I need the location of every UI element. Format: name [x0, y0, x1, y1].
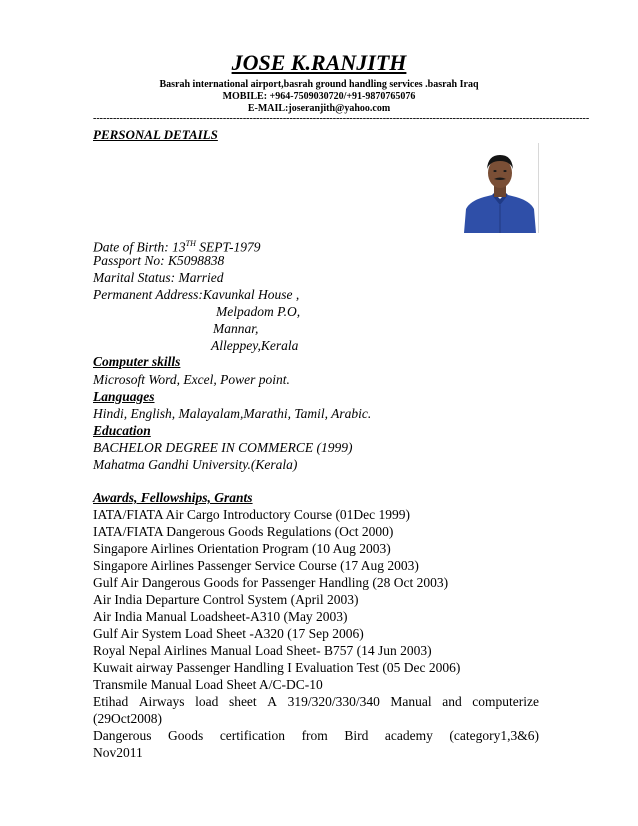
person-photo-icon: [462, 143, 538, 233]
address-line-2: Melpadom P.O,: [216, 304, 301, 319]
award-item: IATA/FIATA Dangerous Goods Regulations (Oct 2000): [93, 524, 394, 539]
award-item: Singapore Airlines Orientation Program (10 Aug 2003): [93, 541, 391, 556]
award-item: Air India Departure Control System (April 2003): [93, 592, 359, 607]
languages-text: Hindi, English, Malayalam,Marathi, Tamil, Arabic.: [93, 406, 372, 421]
award-item: IATA/FIATA Air Cargo Introductory Course (01Dec 1999): [93, 507, 411, 522]
date-of-birth: Date of Birth: 13TH SEPT-1979: [93, 239, 261, 255]
award-item: Transmile Manual Load Sheet A/C-DC-10: [93, 677, 323, 692]
award-item: Gulf Air System Load Sheet -A320 (17 Sep 2006): [93, 626, 364, 641]
header-email: E-MAIL:joseranjith@yahoo.com: [247, 103, 391, 114]
address-line-4: Alleppey,Kerala: [211, 338, 299, 353]
award-item: Royal Nepal Airlines Manual Load Sheet- B757 (14 Jun 2003): [93, 643, 432, 658]
award-item: Kuwait airway Passenger Handling I Evaluation Test (05 Dec 2006): [93, 660, 461, 675]
computer-skills-heading: Computer skills: [93, 354, 181, 369]
award-item: Air India Manual Loadsheet-A310 (May 2003): [93, 609, 348, 624]
personal-details-title: PERSONAL DETAILS: [93, 127, 218, 142]
computer-skills-text: Microsoft Word, Excel, Power point.: [93, 372, 290, 387]
permanent-address-label: Permanent Address:Kavunkal House ,: [93, 287, 300, 302]
award-dangerous-line1: Dangerous Goods certification from Bird academy (category1,3&6): [93, 728, 539, 743]
education-heading: Education: [93, 423, 151, 438]
education-degree: BACHELOR DEGREE IN COMMERCE (1999): [93, 440, 353, 455]
address-line-3: Mannar,: [213, 321, 259, 336]
marital-status: Marital Status: Married: [93, 270, 224, 285]
candidate-name: JOSE K.RANJITH: [231, 50, 407, 75]
award-etihad-line2: (29Oct2008): [93, 711, 162, 726]
header-mobile: MOBILE: +964-7509030720/+91-9870765076: [222, 91, 416, 102]
passport-number: Passport No: K5098838: [93, 253, 225, 268]
awards-heading: Awards, Fellowships, Grants: [93, 490, 253, 505]
award-dangerous-line2: Nov2011: [93, 745, 143, 760]
award-item: Gulf Air Dangerous Goods for Passenger Handling (28 Oct 2003): [93, 575, 449, 590]
profile-photo: [462, 143, 539, 233]
header-separator: -----------------------------------------------------------------------------------------------------------------------------------------------------: [93, 113, 590, 124]
award-etihad-line1: Etihad Airways load sheet A 319/320/330/340 Manual and computerize: [93, 694, 539, 709]
award-item: Singapore Airlines Passenger Service Course (17 Aug 2003): [93, 558, 419, 573]
languages-heading: Languages: [93, 389, 155, 404]
header-address: Basrah international airport,basrah ground handling services .basrah Iraq: [159, 79, 479, 90]
education-university: Mahatma Gandhi University.(Kerala): [93, 457, 298, 472]
